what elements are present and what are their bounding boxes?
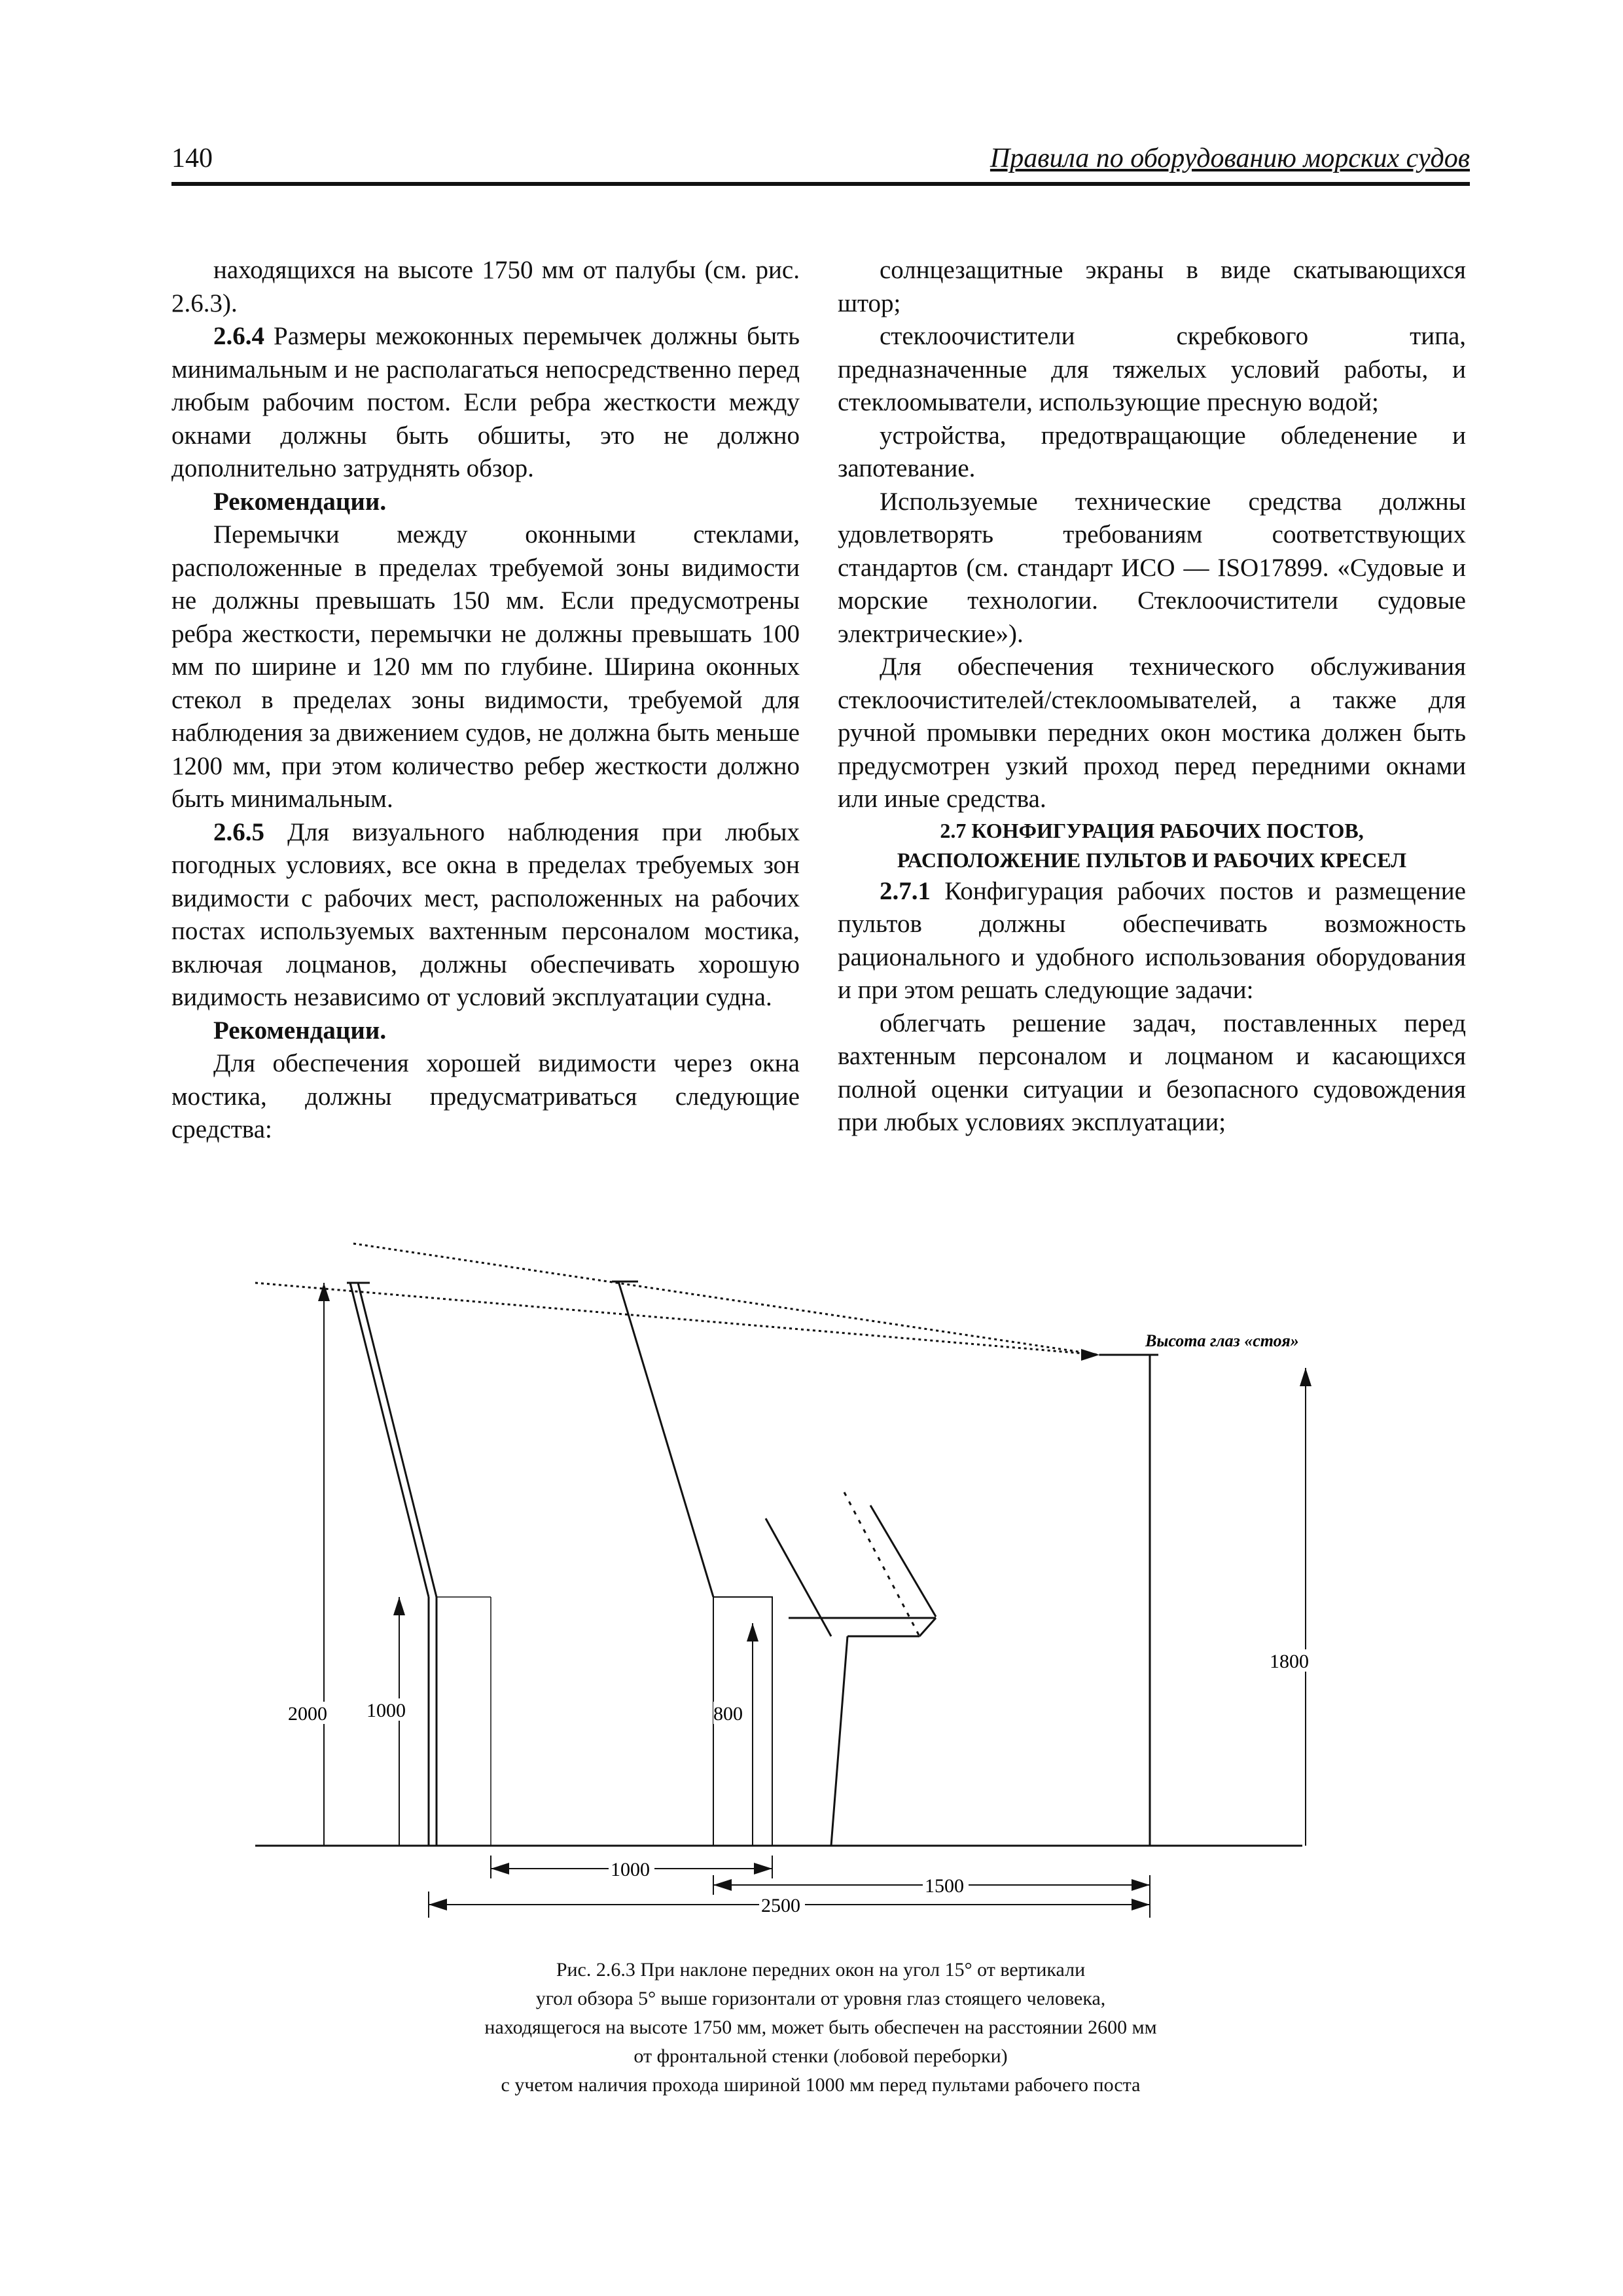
caption-line: Рис. 2.6.3 При наклоне передних окон на угол 15° от вертикали <box>556 1959 1086 1981</box>
caption-line: от фронтальной стенки (лобовой переборки) <box>633 2045 1008 2067</box>
desk-leg <box>831 1636 847 1846</box>
figure-2-6-3 <box>255 1230 1329 1924</box>
dim-2000-label: 2000 <box>288 1703 327 1725</box>
left-column <box>171 254 800 1147</box>
heading-text: Рекомендации. <box>213 1016 387 1045</box>
arrow-head <box>491 1863 509 1874</box>
arrow-head <box>429 1899 447 1910</box>
dim-1000-vertical-label: 1000 <box>366 1700 406 1721</box>
paragraph: находящихся на высоте 1750 мм от палубы (см. рис. 2.6.3). <box>171 256 800 317</box>
arrow-head <box>1081 1349 1099 1361</box>
section-heading-line: 2.7 КОНФИГУРАЦИЯ РАБОЧИХ ПОСТОВ, <box>940 818 1364 842</box>
eye-height-label: Высота глаз «стоя» <box>1145 1331 1299 1350</box>
paragraph: Используемые технические средства должны удовлетворять требованиям соответствующих стандартов (см. стандарт ИСО — ISO17899. «Судовые и морские технологии. Стеклоочистители судовые электрические»). <box>838 487 1466 648</box>
page-header <box>171 136 1470 186</box>
right-column <box>838 254 1466 1139</box>
paragraph: облегчать решение задач, поставленных перед вахтенным персоналом и лоцманом и касающихся полной оценки ситуации и безопасного судовождения при любых условиях эксплуатации; <box>838 1009 1466 1136</box>
dim-1000-horizontal-label: 1000 <box>611 1859 650 1880</box>
paragraph: Для обеспечения технического обслуживания стеклоочистителей/стеклоомывателей, а также для ручной промывки передних окон мостика должен быть предусмотрен узкий проход перед передними окнами или иные средства. <box>838 653 1466 813</box>
dim-800-label: 800 <box>713 1703 743 1725</box>
clause-number: 2.6.4 <box>213 322 264 350</box>
paragraph <box>838 875 1466 1007</box>
sight-stand-line <box>618 1282 713 1597</box>
recommendations-heading <box>171 1014 800 1048</box>
section-heading-line: РАСПОЛОЖЕНИЕ ПУЛЬТОВ И РАБОЧИХ КРЕСЕЛ <box>897 848 1407 872</box>
arrow-head <box>318 1283 330 1301</box>
section-heading <box>838 816 1466 875</box>
arrow-head <box>747 1623 758 1641</box>
arrow-head <box>754 1863 772 1874</box>
clause-number: 2.7.1 <box>880 876 931 905</box>
caption-line: находящегося на высоте 1750 мм, может быть обеспечен на расстоянии 2600 мм <box>484 2017 1157 2038</box>
paragraph-text: Конфигурация рабочих постов и размещение пультов должны обеспечивать возможность рационального и удобного использования оборудования и при этом решать следующие задачи: <box>838 876 1466 1004</box>
sight-dashed <box>844 1492 919 1636</box>
sight-line <box>353 1244 1099 1355</box>
window-frame <box>350 1283 429 1597</box>
window-frame <box>358 1283 437 1597</box>
sight-line <box>255 1283 1099 1355</box>
figure-caption <box>171 1956 1470 2100</box>
caption-line: с учетом наличия прохода шириной 1000 мм перед пультами рабочего поста <box>501 2074 1141 2096</box>
arrow-head <box>1132 1899 1150 1910</box>
paragraph-text: Для визуального наблюдения при любых погодных условиях, все окна в пределах требуемых зон видимости с рабочих мест, расположенных на рабочих постах используемых вахтенным персоналом мостика, включая лоцманов, должны обеспечивать хорошую видимость независимо от условий эксплуатации судна. <box>171 817 800 1011</box>
paragraph: стеклоочистители скребкового типа, предназначенные для тяжелых условий работы, и стеклоомыватели, использующие пресную водой; <box>838 322 1466 416</box>
clause-number: 2.6.5 <box>213 817 264 846</box>
page-number: 140 <box>171 143 213 173</box>
recommendations-heading <box>171 486 800 519</box>
dim-1500-label: 1500 <box>925 1875 964 1897</box>
paragraph <box>171 816 800 1014</box>
paragraph: солнцезащитные экраны в виде скатывающихся штор; <box>838 256 1466 317</box>
paragraph: Для обеспечения хорошей видимости через окна мостика, должны предусматриваться следующие средства: <box>171 1049 800 1143</box>
arrow-head <box>1132 1879 1150 1891</box>
dim-1800-label: 1800 <box>1270 1651 1309 1672</box>
arrow-head <box>393 1597 405 1615</box>
bridge-diagram <box>255 1230 1329 1924</box>
caption-line: угол обзора 5° выше горизонтали от уровня глаз стоящего человека, <box>535 1988 1106 2009</box>
desk-edge <box>919 1618 936 1636</box>
paragraph-text: Размеры межоконных перемычек должны быть минимальным и не располагаться непосредственно перед любым рабочим постом. Если ребра жесткости между окнами должны быть обшиты, это не должно дополнительно затруднять обзор. <box>171 322 800 482</box>
paragraph <box>171 320 800 486</box>
running-title: Правила по оборудованию морских судов <box>990 143 1470 173</box>
heading-text: Рекомендации. <box>213 487 387 516</box>
paragraph: Перемычки между оконными стеклами, расположенные в пределах требуемой зоны видимости не должны превышать 150 мм. Если предусмотрены ребра жесткости, перемычки не должны превышать 100 мм по ширине и 120 мм по глубине. Ширина оконных стекол в пределах зоны видимости, требуемой для наблюдения за движением судов, не должна быть меньше 1200 мм, при этом количество ребер жесткости должно быть минимальным. <box>171 520 800 813</box>
dim-2500-label: 2500 <box>761 1895 800 1916</box>
arrow-head <box>713 1879 732 1891</box>
monitor-line <box>870 1505 936 1617</box>
paragraph: устройства, предотвращающие обледенение и запотевание. <box>838 421 1466 482</box>
arrow-head <box>1300 1368 1311 1386</box>
